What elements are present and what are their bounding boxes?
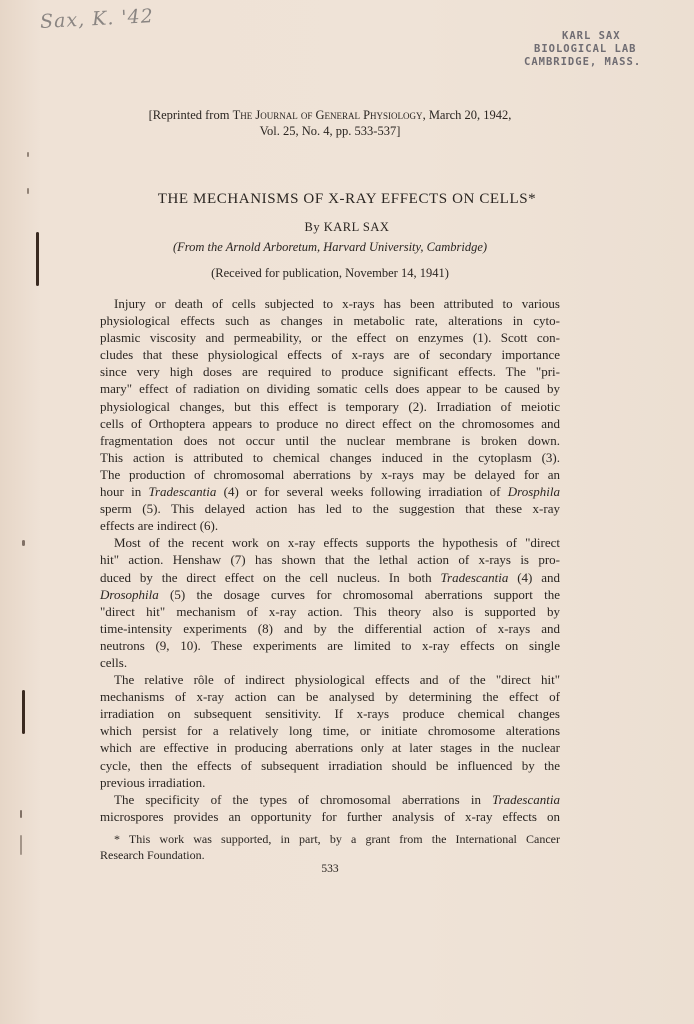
reprint-prefix: [Reprinted from: [148, 108, 233, 122]
journal-name: The Journal of General Physiology: [232, 108, 423, 122]
author-byline: By KARL SAX: [304, 220, 390, 234]
body-line: mary" effect of radiation on dividing somatic cells does appear to be caused by: [100, 381, 560, 397]
body-line: physiological effects such as changes in metabolic rate, alterations in cyto-: [100, 313, 560, 329]
body-line: Drosophila (5) the dosage curves for chromosomal aberrations support the: [100, 586, 560, 602]
footnote-line: Research Foundation.: [100, 848, 205, 862]
ink-mark: [20, 835, 22, 855]
body-line: hit" action. Henshaw (7) has shown that the lethal action of x-rays is pro-: [100, 552, 560, 568]
body-line: neutrons (9, 10). These experiments are limited to x-ray effects on single: [100, 637, 560, 653]
body-line: plasmic viscosity and permeability, or the effect on enzymes (1). Scott con-: [100, 330, 560, 346]
body-line: duced by the direct effect on the cell nucleus. In both Tradescantia (4) and: [100, 569, 560, 585]
body-line: The relative rôle of indirect physiological effects and of the "direct hit": [114, 672, 560, 688]
footnote: [100, 831, 560, 863]
reprint-volume: Vol. 25, No. 4, pp. 533-537]: [259, 124, 401, 138]
body-line: Most of the recent work on x-ray effects supports the hypothesis of "direct: [114, 535, 560, 551]
ink-mark: [27, 188, 29, 194]
reprint-notice: [130, 107, 530, 139]
stamp-line: CAMBRIDGE, MASS.: [524, 56, 642, 68]
body-line: sperm (5). This delayed action has led to the suggestion that these x-ray: [100, 501, 560, 517]
body-line: physiological changes, but this effect is temporary (2). Irradiation of meiotic: [100, 398, 560, 414]
body-line: The production of chromosomal aberrations by x-rays may be delayed for an: [100, 466, 560, 482]
body-line: mechanisms of x-ray action can be analysed by determining the effect of: [100, 689, 560, 705]
body-line: The specificity of the types of chromosomal aberrations in Tradescantia: [114, 791, 560, 807]
ink-mark: [22, 540, 25, 546]
ink-mark: [27, 152, 29, 157]
body-line: cells.: [100, 654, 128, 670]
body-line: "direct hit" mechanism of x-ray action. This theory also is supported by: [100, 603, 560, 619]
received-date: (Received for publication, November 14, 1941): [211, 266, 449, 280]
page-number: 533: [321, 863, 339, 875]
body-line: since very high doses are required to produce significant effects. The "pri-: [100, 364, 560, 380]
ink-mark: [22, 690, 25, 734]
stamp-line: KARL SAX: [562, 30, 621, 42]
body-line: which persist for a relatively long time, or initiate chromosome alterations: [100, 723, 560, 739]
body-line: This action is attributed to chemical changes induced in the cytoplasm (3).: [100, 449, 560, 465]
paper-title: THE MECHANISMS OF X-RAY EFFECTS ON CELLS*: [157, 191, 537, 207]
body-line: hour in Tradescantia (4) or for several weeks following irradiation of Drosphila: [100, 484, 560, 500]
stamp-line: BIOLOGICAL LAB: [534, 43, 637, 55]
handwritten-annotation: Sax, K. '42: [39, 5, 155, 33]
footnote-line: * This work was supported, in part, by a grant from the International Cancer: [114, 832, 560, 846]
body-line: which are effective in producing aberrations only at later stages in the nuclear: [100, 740, 560, 756]
ink-mark: [36, 232, 39, 286]
body-line: cycle, then the effects of subsequent irradiation should be influenced by the: [100, 757, 560, 773]
body-line: previous irradiation.: [100, 774, 206, 790]
library-stamp: [522, 30, 672, 69]
body-text: [100, 295, 560, 825]
author-affiliation: (From the Arnold Arboretum, Harvard University, Cambridge): [172, 240, 488, 254]
reprint-suffix: , March 20, 1942,: [422, 108, 512, 122]
body-line: irradiation on subsequent sensitivity. If x-rays produce chemical changes: [100, 706, 560, 722]
body-line: Injury or death of cells subjected to x-rays has been attributed to various: [114, 296, 560, 311]
body-line: cells of Orthoptera appears to produce no direct effect on the chromosomes and: [100, 415, 560, 431]
ink-mark: [20, 810, 22, 818]
body-line: effects are indirect (6).: [100, 518, 219, 534]
body-line: time-intensity experiments (8) and by the differential action of x-rays and: [100, 620, 560, 636]
body-line: microspores provides an opportunity for further analysis of x-ray effects on: [100, 808, 560, 824]
body-line: cludes that these physiological effects of x-rays are of secondary importance: [100, 347, 560, 363]
body-line: fragmentation does not occur until the nuclear membrane is broken down.: [100, 432, 560, 448]
